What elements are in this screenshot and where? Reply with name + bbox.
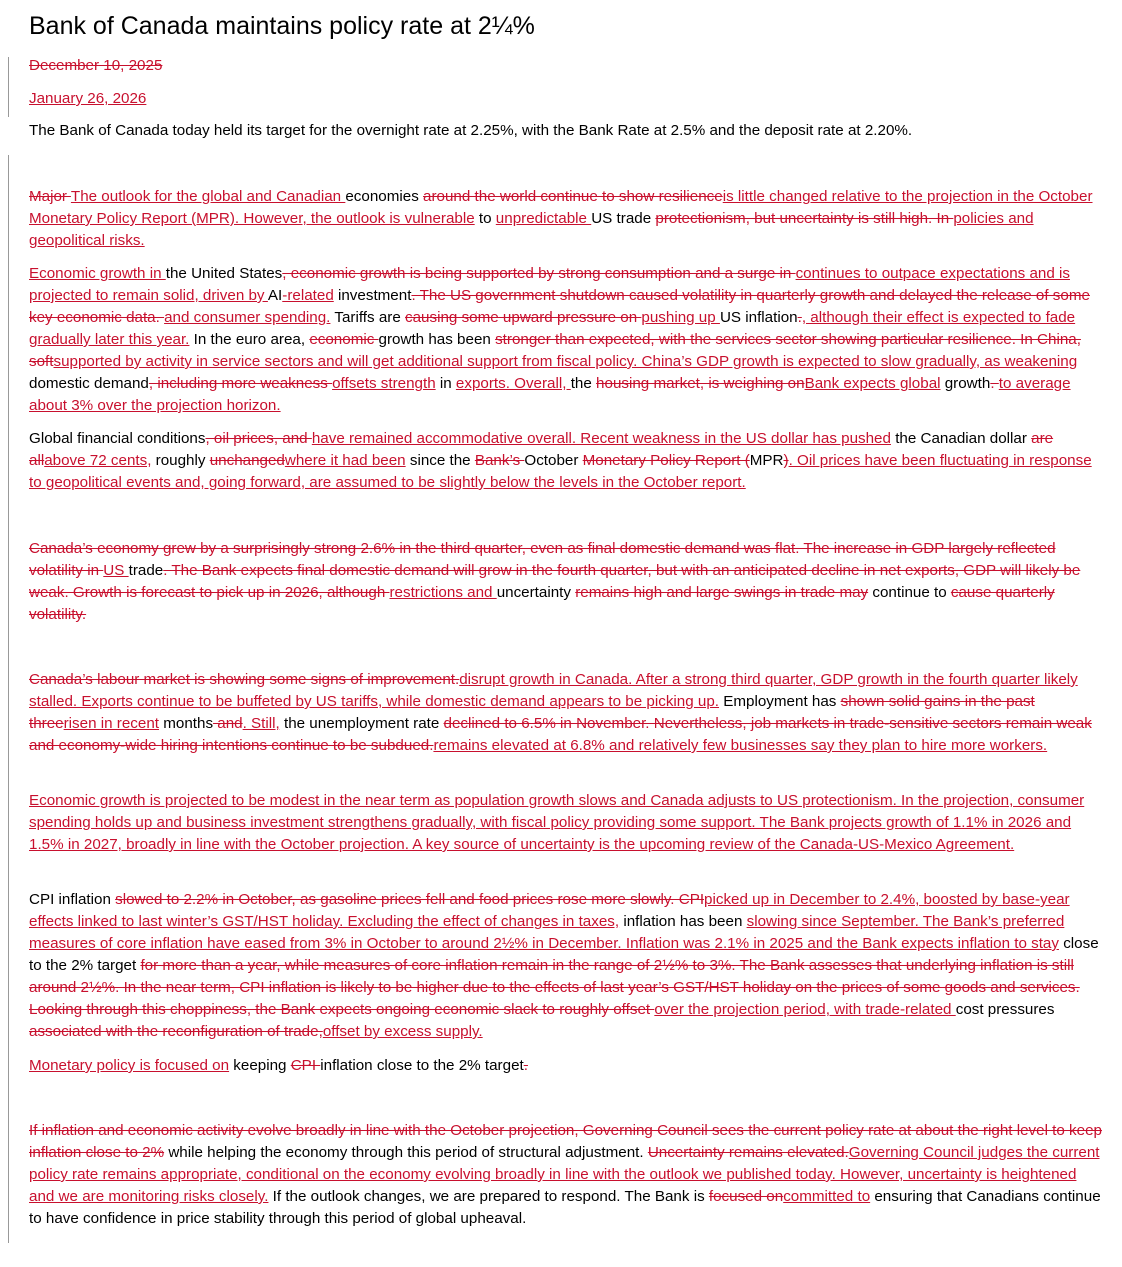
paragraph xyxy=(29,263,1105,417)
paragraph xyxy=(29,538,1105,626)
inserted-text: Economic growth is projected to be modest in the near term as population growth slows and Canada adjusts to US protectionism. In the projection, consumer spending holds up and business investment strengthens gradually, with fiscal policy providing some support. The Bank projects growth of 1.1% in 2026 and 1.5% in 2027, broadly in line with the October projection. A key source of uncertainty is the upcoming review of the Canada-US-Mexico Agreement. xyxy=(29,792,1085,853)
unchanged-text: growth xyxy=(940,375,991,392)
unchanged-text: economies xyxy=(345,188,424,205)
inserted-text: and consumer spending. xyxy=(164,309,331,326)
paragraph xyxy=(29,186,1105,252)
deleted-text: . xyxy=(990,375,999,392)
unchanged-text: inflation has been xyxy=(619,913,747,930)
unchanged-text: US inflation xyxy=(719,309,798,326)
unchanged-text: ensuring that Canadians continue to have confidence in price stability through this period of global upheaval. xyxy=(29,1188,1101,1227)
deleted-text: , oil prices, and xyxy=(205,430,312,447)
inserted-text: policies and geopolitical risks. xyxy=(29,210,1034,249)
deleted-text: Canada’s economy grew by a surprisingly strong 2.6% in the third quarter, even as final domestic demand was flat. The increase in GDP largely reflected volatility in xyxy=(29,540,1056,579)
inserted-text: is little changed relative to the projection in the October Monetary Policy Report (MPR). However, the outlook is vulnerable xyxy=(29,188,1093,227)
unchanged-text: growth has been xyxy=(378,331,496,348)
inserted-text: over the projection period, with trade-related xyxy=(654,1001,956,1018)
inserted-text: continues to outpace expectations and is projected to remain solid, driven by xyxy=(29,265,1070,304)
inserted-text: Governing Council judges the current policy rate remains appropriate, conditional on the economy evolving broadly in line with the outlook we published today. However, uncertainty is heightened and we are monitoring risks closely. xyxy=(29,1144,1100,1205)
unchanged-text: close to the 2% target xyxy=(29,935,1099,974)
inserted-text: -related xyxy=(282,287,334,304)
deleted-text: unchanged xyxy=(209,452,285,469)
deleted-text: are all xyxy=(29,430,1054,469)
unchanged-text: MPR xyxy=(749,452,784,469)
unchanged-text: continue to xyxy=(868,584,951,601)
deleted-text: If inflation and economic activity evolve broadly in line with the October projection, Governing Council sees the current policy rate at about the right level to keep inflation close to 2% xyxy=(29,1122,1102,1161)
deleted-text: CPI xyxy=(290,1057,321,1074)
deleted-text: stronger than expected, with the services sector showing particular resilience. In China, soft xyxy=(29,331,1081,370)
paragraph xyxy=(29,889,1105,1043)
deleted-text: Major xyxy=(29,188,71,205)
deleted-text: . The US government shutdown caused volatility in quarterly growth and delayed the release of some key economic data. xyxy=(29,287,1090,326)
inserted-text: exports. Overall, xyxy=(455,375,571,392)
deleted-text: Canada’s labour market is showing some signs of improvement. xyxy=(29,671,460,688)
inserted-text: Economic growth in xyxy=(29,265,166,282)
deleted-text: declined to 6.5% in November. Nevertheless, job markets in trade-sensitive sectors remain weak and economy-wide hiring intentions continue to be subdued. xyxy=(29,715,1092,754)
deleted-text: . xyxy=(523,1057,528,1074)
inserted-text: above 72 cents, xyxy=(44,452,152,469)
deleted-text: . The Bank expects final domestic demand will grow in the fourth quarter, but with an anticipated decline in net exports, GDP will likely be weak. Growth is forecast to pick up in 2026, although xyxy=(29,562,1081,601)
deleted-text: Uncertainty remains elevated. xyxy=(647,1144,849,1161)
inserted-text: Bank expects global xyxy=(804,375,941,392)
unchanged-text: roughly xyxy=(151,452,210,469)
date-inserted: January 26, 2026 xyxy=(29,90,147,107)
unchanged-text: inflation close to the 2% target xyxy=(320,1057,524,1074)
deleted-text: economic xyxy=(309,331,379,348)
unchanged-text: the unemployment rate xyxy=(279,715,444,732)
intro-paragraph: The Bank of Canada today held its target for the overnight rate at 2.25%, with the Bank Rate at 2.5% and the deposit rate at 2.20%. xyxy=(29,122,913,139)
inserted-text: offset by excess supply. xyxy=(322,1023,483,1040)
deleted-text: cause quarterly volatility. xyxy=(29,584,1055,623)
inserted-text: pushing up xyxy=(641,309,720,326)
change-bar xyxy=(8,155,9,1243)
unchanged-text: Global financial conditions xyxy=(29,430,206,447)
unchanged-text: the Canadian dollar xyxy=(890,430,1032,447)
inserted-text: to average about 3% over the projection horizon. xyxy=(29,375,1071,414)
inserted-text: , although their effect is expected to fade gradually later this year. xyxy=(29,309,1076,348)
unchanged-text: CPI inflation xyxy=(29,891,116,908)
inserted-text: picked up in December to 2.4%, boosted by base-year effects linked to last winter’s GST/HST holiday. Excluding the effect of changes in taxes, xyxy=(29,891,1070,930)
inserted-text: risen in recent xyxy=(63,715,160,732)
inserted-text: committed to xyxy=(783,1188,871,1205)
paragraph xyxy=(29,428,1105,494)
inserted-text: where it had been xyxy=(284,452,406,469)
unchanged-text: the United States xyxy=(165,265,283,282)
deleted-text: , economic growth is being supported by strong consumption and a surge in xyxy=(282,265,796,282)
inserted-text: The outlook for the global and Canadian xyxy=(70,188,346,205)
unchanged-text: the xyxy=(570,375,597,392)
unchanged-text: in xyxy=(435,375,456,392)
inserted-text: supported by activity in service sectors and will get additional support from fiscal policy. China’s GDP growth is expected to slow gradually, as weakening xyxy=(53,353,1078,370)
deleted-text: shown solid gains in the past three xyxy=(29,693,1035,732)
unchanged-text: while helping the economy through this period of structural adjustment. xyxy=(164,1144,648,1161)
unchanged-text: If the outlook changes, we are prepared to respond. The Bank is xyxy=(268,1188,709,1205)
deleted-text: causing some upward pressure on xyxy=(405,309,642,326)
inserted-text: US xyxy=(103,562,129,579)
deleted-text: for more than a year, while measures of core inflation remain in the range of 2½% to 3%. The Bank assesses that underlying inflation is still around 2½%. In the near term, CPI inflation is likely to be higher due to the effects of last year’s GST/HST holiday on the prices of some goods and services. Looking through this choppiness, the Bank expects ongoing economic slack to roughly offset xyxy=(29,957,1080,1018)
unchanged-text: US trade xyxy=(591,210,656,227)
inserted-text: slowing since September. The Bank’s preferred measures of core inflation have eased from 3% in October to around 2½% in December. Inflation was 2.1% in 2025 and the Bank expects inflation to stay xyxy=(29,913,1065,952)
unchanged-text: trade xyxy=(128,562,164,579)
date-deleted: December 10, 2025 xyxy=(29,57,163,74)
unchanged-text: to xyxy=(474,210,496,227)
unchanged-text: domestic demand xyxy=(29,375,149,392)
paragraph xyxy=(29,1120,1105,1230)
unchanged-text: months xyxy=(159,715,214,732)
inserted-text: . Oil prices have been fluctuating in response to geopolitical events and, going forward, are assumed to be slightly below the levels in the October report. xyxy=(29,452,1092,491)
deleted-text: and xyxy=(213,715,243,732)
deleted-text: focused on xyxy=(708,1188,784,1205)
inserted-text: . Still, xyxy=(242,715,280,732)
inserted-text: Monetary policy is focused on xyxy=(29,1057,230,1074)
inserted-text: offsets strength xyxy=(332,375,436,392)
deleted-text: ) xyxy=(783,452,789,469)
deleted-text: protectionism, but uncertainty is still high. In xyxy=(655,210,954,227)
inserted-text: disrupt growth in Canada. After a strong third quarter, GDP growth in the fourth quarter likely stalled. Exports continue to be buffeted by US tariffs, while domestic demand appears to be picking up. xyxy=(29,671,1078,710)
deleted-text: around the world continue to show resilience xyxy=(423,188,723,205)
deleted-text: associated with the reconfiguration of trade, xyxy=(29,1023,323,1040)
paragraph xyxy=(29,790,1105,856)
unchanged-text: October xyxy=(524,452,583,469)
deleted-text: Monetary Policy Report ( xyxy=(582,452,750,469)
unchanged-text: keeping xyxy=(229,1057,291,1074)
unchanged-text: cost pressures xyxy=(955,1001,1055,1018)
change-bar xyxy=(8,57,9,117)
unchanged-text: uncertainty xyxy=(496,584,576,601)
deleted-text: housing market, is weighing on xyxy=(596,375,805,392)
deleted-text: . xyxy=(797,309,802,326)
page-title: Bank of Canada maintains policy rate at 2¼% xyxy=(29,12,535,40)
unchanged-text: investment xyxy=(333,287,412,304)
deleted-text: remains high and large swings in trade may xyxy=(575,584,869,601)
unchanged-text: Tariffs are xyxy=(330,309,405,326)
deleted-text: , including more weakness xyxy=(148,375,333,392)
inserted-text: restrictions and xyxy=(389,584,497,601)
paragraph xyxy=(29,1055,1105,1077)
inserted-text: remains elevated at 6.8% and relatively few businesses say they plan to hire more workers. xyxy=(433,737,1048,754)
unchanged-text: In the euro area, xyxy=(189,331,310,348)
unchanged-text: since the xyxy=(405,452,475,469)
unchanged-text: Employment has xyxy=(719,693,841,710)
inserted-text: have remained accommodative overall. Recent weakness in the US dollar has pushed xyxy=(311,430,891,447)
deleted-text: slowed to 2.2% in October, as gasoline prices fell and food prices rose more slowly. CPI xyxy=(115,891,705,908)
unchanged-text: AI xyxy=(267,287,283,304)
inserted-text: unpredictable xyxy=(495,210,592,227)
paragraph xyxy=(29,669,1105,757)
deleted-text: Bank’s xyxy=(474,452,525,469)
